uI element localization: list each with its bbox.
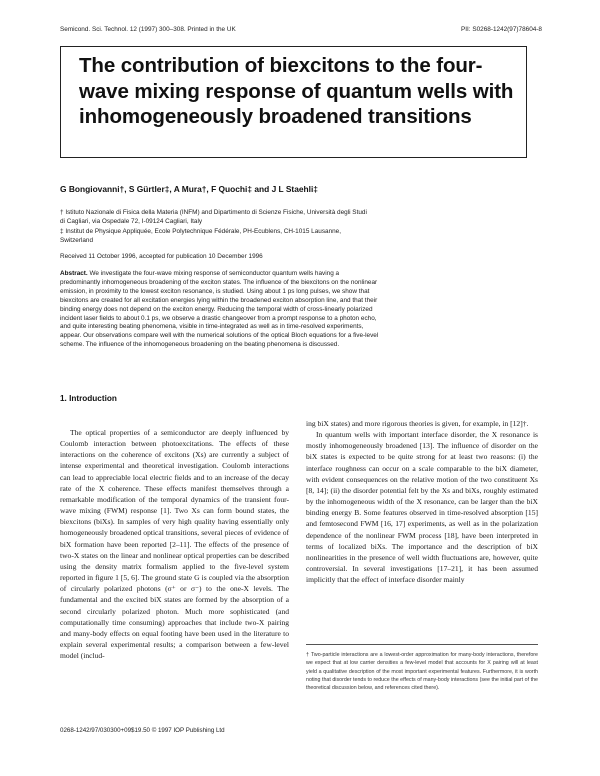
copyright-line: 0268-1242/97/030300+09$19.50 © 1997 IOP Publishing Ltd (60, 727, 225, 734)
section-heading: 1. Introduction (60, 394, 117, 403)
title-box (60, 46, 527, 158)
paragraph: The optical properties of a semiconductor are deeply influenced by Coulomb interaction between photoexcitations. The effects of these interactions on the coherence of excitons (Xs) are currently a subject of intense experimental and theoretical investigation. Coulomb interactions can lead to appreciable local electric fields and to an increase of the decay rate of the X coherence. These effects manifest themselves through a remarkable modification of the temporal dynamics of the transient four-wave mixing (FWM) response [1]. Two Xs can form bound states, the biexcitons (biXs). In samples of very high quality having essentially only homogeneously broadened optical transitions, several pieces of evidence of biX formation have been reported [2–11]. The effects of the presence of two-X states on the linear and nonlinear optical properties can be described using the density matrix formalism applied to the five-level system reported in figure 1 [5, 6]. The ground state G is coupled via the absorption of circularly polarized photons (σ⁺ or σ⁻) to the one-X levels. The fundamental and the excited biX states are formed by the absorption of a second circularly polarized photon. Much more sophisticated (and computationally time consuming) approaches that include two-X pairing and many-body effects on equal footing have been used in the literature to explain several experimental results; a comparison between a few-level model (includ- (60, 428, 289, 661)
paragraph: ing biX states) and more rigorous theories is given, for example, in [12]†. (306, 419, 529, 428)
paper-title: The contribution of biexcitons to the four-wave mixing response of quantum wells with inhomogeneously broadened transitions (79, 54, 514, 128)
footnote: † Two-particle interactions are a lowest-order approximation for many-body interactions, therefore we expect that at low carrier densities a few-level model that accounts for X pairing will at least yield a qualitative description of the most important experimental features. Furthermore, it is worth noting that disorder tends to reduce the effects of many-body interactions (see the initial part of the theoretical discussion below, and references cited there). (306, 652, 538, 692)
body-column-left (60, 427, 289, 661)
body-column-right (306, 418, 538, 585)
affiliation-1: † Istituto Nazionale di Fisica della Materia (INFM) and Dipartimento di Scienze Fisiche, Università degli Studi di Cagliari, via Ospedale 72, I-09124 Cagliari, Italy (60, 209, 367, 226)
running-header (60, 26, 542, 33)
affiliation-2: ‡ Institut de Physique Appliquée, Ecole Polytechnique Fédérale, PH-Ecublens, CH-1015 Lausanne, Switzerland (60, 227, 342, 244)
paragraph: In quantum wells with important interface disorder, the X resonance is mostly inhomogeneously broadened [13]. The influence of disorder on the biX states is expected to be quite strong for at least two reasons: (i) the interface roughness can occur on a scale comparable to the biX diameter, with evident consequences on the relative motion of the two constituent Xs [8, 14]; (ii) the disorder potential felt by the Xs and biXs, roughly estimated by the inhomogeneous width of the X resonance, can be larger than the biX binding energy B. Some features observed in time-resolved absorption [15] and femtosecond FWM [16, 17] experiments, as well as in the polarization dependence of the nonlinear FWM process [18], have been interpreted in terms of localized biXs. The importance and the description of biX nonlinearities in the presence of well width fluctuations are, however, quite controversial. In several investigations [17–21], it has been assumed implicitly that the effect of interface disorder mainly (306, 430, 538, 585)
pii-identifier: PII: S0268-1242(97)78604-8 (460, 26, 542, 33)
abstract (60, 270, 380, 350)
abstract-label: Abstract. (60, 270, 88, 277)
received-date: Received 11 October 1996, accepted for publication 10 December 1996 (60, 253, 263, 260)
journal-citation: Semicond. Sci. Technol. 12 (1997) 300–308. Printed in the UK (60, 26, 236, 33)
affiliations (60, 208, 370, 245)
abstract-text: We investigate the four-wave mixing response of semiconductor quantum wells having a predominantly inhomogeneous broadening of the exciton states. The influence of the biexcitons on the nonlinear emission, in proximity to the lowest exciton resonance, is studied. Using about 1 ps long pulses, we show that biexcitons are created for all excitation energies lying within the broadened exciton absorption line, and that their binding energy does not depend on the exciton energy. Reducing the temporal width of cross-linearly polarized incident laser fields to about 0.1 ps, we observe a drastic changeover from a prompt response to a photon echo, and quite interesting beating phenomena, visible in time-integrated as well as in time-resolved experiments, appear. Our observations compare well with the numerical solutions of the optical Bloch equations for a five-level scheme. The influence of the inhomogeneous broadening on the beating phenomena is discussed. (60, 270, 379, 349)
author-list: G Bongiovanni†, S Gürtler‡, A Mura†, F Quochi‡ and J L Staehli‡ (60, 184, 318, 194)
footnote-separator (306, 644, 538, 645)
